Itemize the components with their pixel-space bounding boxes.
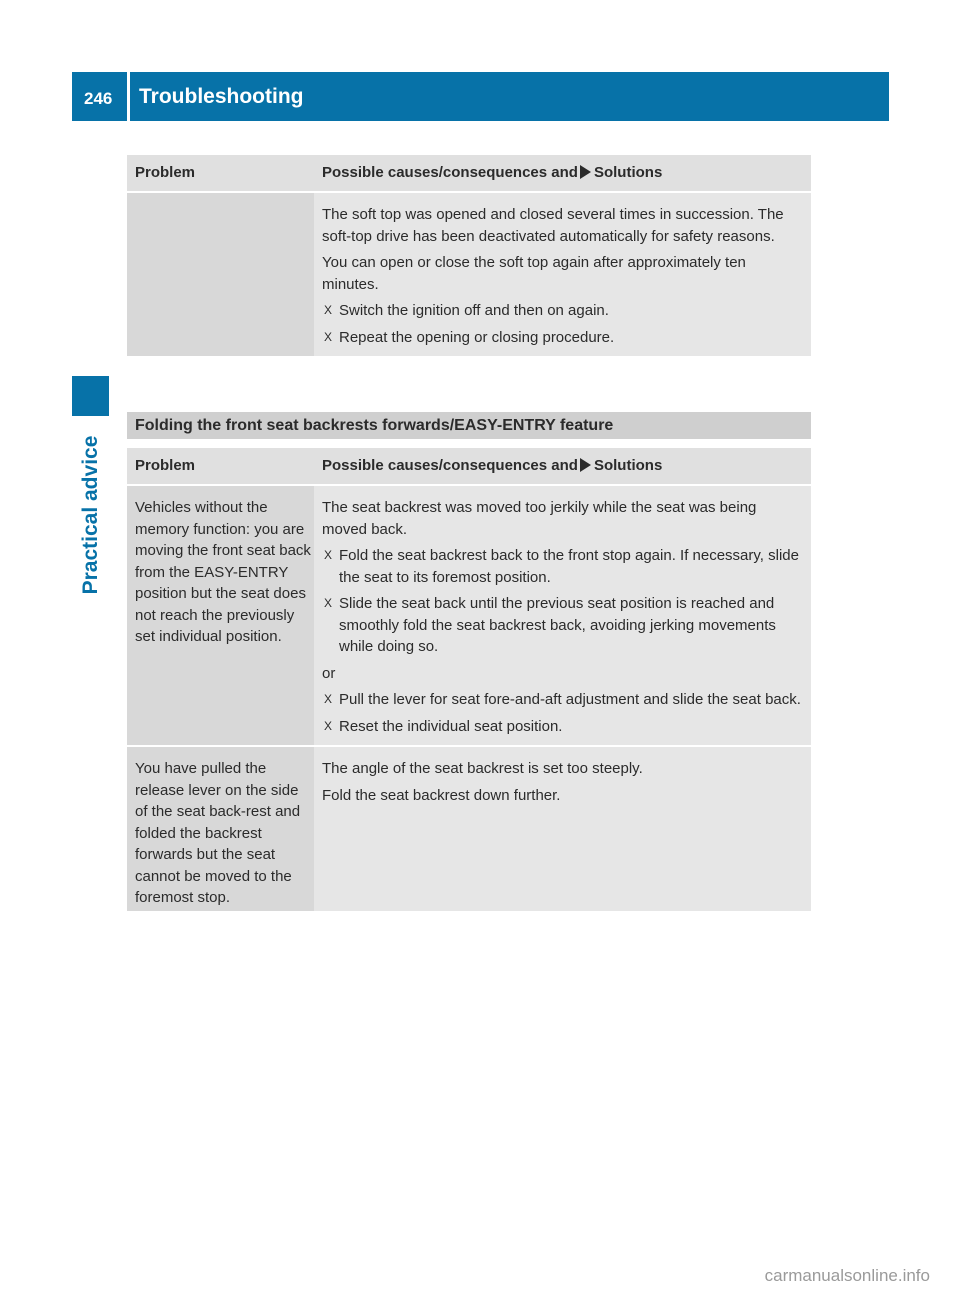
solution-step — [322, 327, 804, 349]
cause-text: You can open or close the soft top again after approximately ten minutes. — [322, 254, 746, 293]
solution-step-text: Reset the individual seat position. — [339, 717, 563, 735]
step-marker-icon: X — [324, 329, 333, 344]
solution-cell — [314, 193, 811, 356]
column-header-causes — [314, 155, 811, 191]
solution-step — [322, 300, 804, 322]
column-header-solutions-text: Solutions — [593, 457, 663, 474]
cause-text: The seat backrest was moved too jerkily while the seat was being moved back. — [322, 499, 757, 538]
column-header-causes-text: Possible causes/consequences and — [322, 457, 578, 474]
troubleshooting-table-easy-entry — [127, 448, 811, 911]
solution-step — [322, 689, 804, 711]
watermark-text: carmanualsonline.info — [764, 1266, 930, 1285]
solution-step-text: Fold the seat backrest back to the front stop again. If necessary, slide the seat to its foremost position. — [339, 547, 799, 586]
section-title: Folding the front seat backrests forwards/EASY-ENTRY feature — [127, 412, 811, 439]
solution-step-text: Pull the lever for seat fore-and-aft adjustment and slide the seat back. — [339, 691, 801, 708]
side-tab-marker — [72, 376, 109, 416]
column-header-problem: Problem — [127, 448, 314, 484]
table-header-row — [127, 448, 811, 484]
step-marker-icon: X — [324, 596, 333, 610]
page-title: Troubleshooting — [139, 85, 304, 108]
solution-step — [322, 545, 804, 588]
cause-text: The angle of the seat backrest is set too steeply. — [322, 760, 643, 777]
step-marker-icon: X — [324, 548, 333, 562]
header-divider — [127, 72, 130, 121]
or-text: or — [322, 664, 336, 682]
side-tab-label: Practical advice — [78, 435, 102, 595]
problem-cell: You have pulled the release lever on the side of the seat back-rest and folded the backrest forwards but the seat cannot be moved to the foremost stop. — [127, 747, 314, 911]
solution-text: Fold the seat backrest down further. — [322, 786, 561, 804]
step-marker-icon: X — [324, 692, 333, 706]
column-header-solutions-text: Solutions — [593, 164, 663, 181]
step-marker-icon: X — [324, 303, 333, 317]
solution-step — [322, 593, 804, 658]
solution-step-text: Switch the ignition off and then on again. — [339, 302, 609, 319]
cause-text: The soft top was opened and closed several times in succession. The soft-top drive has been deactivated automatically for safety reasons. — [322, 206, 784, 245]
troubleshooting-table-soft-top — [127, 155, 811, 356]
table-row — [127, 193, 811, 356]
column-header-causes — [314, 448, 811, 484]
solution-step-text: Repeat the opening or closing procedure. — [339, 328, 615, 346]
table-row — [127, 747, 811, 911]
column-header-causes-text: Possible causes/consequences and — [322, 164, 578, 181]
problem-cell — [127, 193, 314, 356]
page-header — [72, 72, 889, 121]
solution-cell — [314, 747, 811, 911]
table-row — [127, 486, 811, 745]
solution-cell — [314, 486, 811, 745]
step-marker-icon: X — [324, 718, 333, 733]
solution-step — [322, 716, 804, 738]
side-tab — [72, 420, 109, 610]
column-header-problem: Problem — [127, 155, 314, 191]
problem-cell: Vehicles without the memory function: you are moving the front seat back from the EASY-ENTRY position but the seat does not reach the previously set individual position. — [127, 486, 314, 745]
play-arrow-icon — [580, 458, 591, 472]
solution-step-text: Slide the seat back until the previous seat position is reached and smoothly fold the seat backrest back, avoiding jerking movements while doing so. — [339, 595, 776, 655]
page-number: 246 — [84, 89, 113, 108]
table-header-row — [127, 155, 811, 191]
play-arrow-icon — [580, 165, 591, 179]
